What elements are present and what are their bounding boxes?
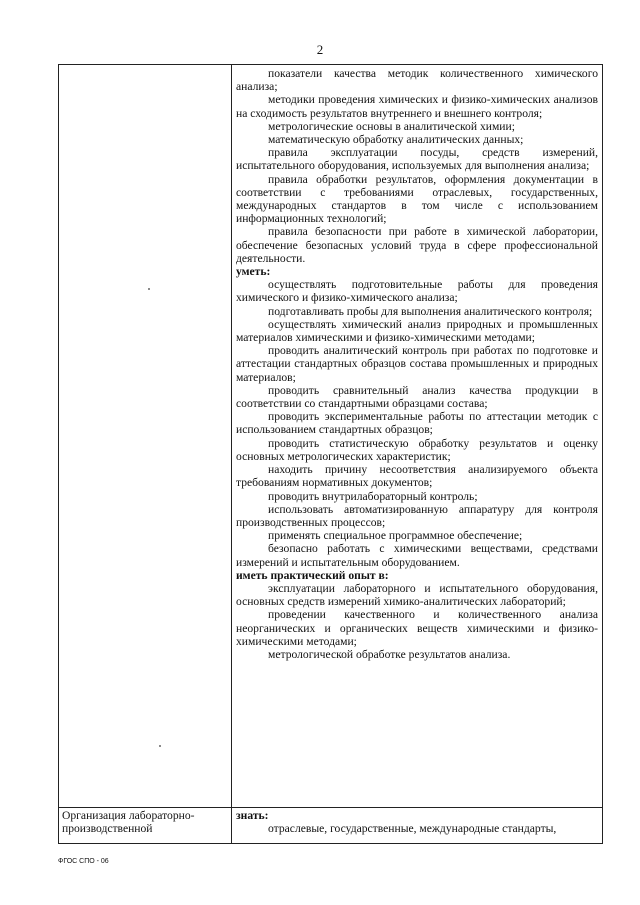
scan-speck — [159, 745, 161, 747]
list-item: проводить внутрилабораторный контроль; — [268, 489, 478, 503]
section-heading-umet: уметь: — [236, 265, 271, 279]
list-item: подготавливать пробы для выполнения аналитического контроля; — [268, 304, 593, 318]
list-item: осуществлять подготовительные работы для проведения химического и физико-химического анализа; — [236, 278, 598, 305]
table-row-divider — [58, 807, 603, 808]
list-item: применять специальное программное обеспечение; — [268, 529, 523, 543]
list-item: безопасно работать с химическими веществами, средствами измерений и испытательным оборудованием. — [236, 542, 598, 569]
list-item: метрологической обработке результатов анализа. — [268, 647, 511, 661]
list-item: проводить статистическую обработку результатов и оценку основных метрологических характеристик; — [236, 436, 598, 463]
list-item: отраслевые, государственные, международные стандарты, — [268, 822, 557, 836]
list-item: проводить сравнительный анализ качества продукции в соответствии со стандартными образцами состава; — [236, 383, 598, 411]
table-column-divider — [231, 64, 232, 844]
list-item: математическую обработку аналитических данных; — [268, 133, 524, 147]
section-heading-znat: знать: — [236, 809, 269, 822]
list-item: использовать автоматизированную аппаратуру для контроля производственных процессов; — [236, 502, 598, 529]
list-item: проводить аналитический контроль при работах по подготовке и аттестации стандартных образцов состава промышленных и природных материалов; — [236, 344, 598, 384]
section-heading-opyt: иметь практический опыт в: — [236, 568, 389, 582]
footer-code: ФГОС СПО - 06 — [58, 858, 109, 865]
list-item: правила эксплуатации посуды, средств измерений, испытательного оборудования, используемых для выполнения анализа; — [236, 146, 598, 173]
knowledge-cell — [236, 809, 598, 835]
page-number: 2 — [316, 42, 324, 57]
list-item: правила обработки результатов, оформления документации в соответствии с требованиями отраслевых, государственных, международных стандартов в том числе с использованием информационных технологий; — [236, 172, 598, 226]
competencies-cell — [236, 67, 598, 661]
list-item: проведении качественного и количественного анализа неорганических и органических веществ химическими и физико-химическими методами; — [236, 608, 598, 648]
list-item: проводить экспериментальные работы по аттестации методик с использованием стандартных образцов; — [236, 410, 598, 437]
list-item: находить причину несоответствия анализируемого объекта требованиям нормативных документов; — [236, 463, 598, 490]
list-item: правила безопасности при работе в химической лаборатории, обеспечение безопасных условий труда в сфере профессиональной деятельности. — [236, 225, 598, 265]
list-item: метрологические основы в аналитической химии; — [268, 119, 515, 133]
list-item: эксплуатации лабораторного и испытательного оборудования, основных средств измерений химико-аналитических лабораторий; — [236, 581, 598, 609]
list-item: осуществлять химический анализ природных и промышленных материалов химическими и физико-химическими методами; — [236, 317, 598, 345]
list-item: методики проведения химических и физико-химических анализов на сходимость результатов внутреннего и внешнего контроля; — [236, 93, 598, 120]
scan-speck — [148, 288, 150, 290]
module-title-cell: Организация лабораторно-производственной — [62, 809, 195, 836]
list-item: показатели качества методик количественного химического анализа; — [236, 67, 598, 94]
